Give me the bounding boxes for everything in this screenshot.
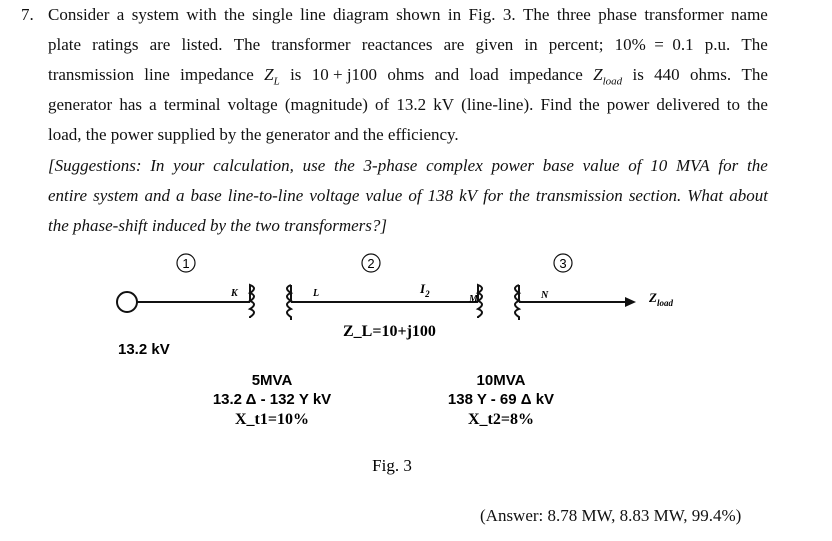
bus-1-label: 1 <box>182 256 190 271</box>
t2-terminal-m: M <box>469 294 478 305</box>
generator-terminal <box>117 292 137 312</box>
line-impedance-label: Z_L=10+j100 <box>343 323 436 340</box>
problem-line-2: plate ratings are listed. The transformer reactances are given in percent; 10% = 0.1 p.u. The <box>48 35 768 54</box>
t1-rating: 5MVA <box>251 372 293 389</box>
bus-2-label: 2 <box>367 256 375 271</box>
suggestion-line-3: the phase-shift induced by the two transformers?] <box>48 216 388 235</box>
single-line-diagram <box>0 240 832 541</box>
current-label: $I_2$ <box>420 281 430 299</box>
load-label: $Z_{load}$ <box>649 290 673 308</box>
t2-primary-coil <box>478 285 482 318</box>
problem-line-3: transmission line impedance $Z_L$ is 10 + j100 ohms and load impedance $Z_{load}$ is 440 ohms. The <box>48 65 768 88</box>
t1-reactance: X_t1=10% <box>235 411 309 428</box>
suggestion-line-2: entire system and a base line-to-line voltage value of 138 kV for the transmission section. What about <box>48 186 768 205</box>
bus-3-label: 3 <box>559 256 567 271</box>
problem-line-1: Consider a system with the single line diagram shown in Fig. 3. The three phase transformer name <box>48 5 768 24</box>
t2-secondary-coil <box>515 285 519 320</box>
t2-reactance: X_t2=8% <box>468 411 534 428</box>
answer-text: (Answer: 8.78 MW, 8.83 MW, 99.4%) <box>480 506 742 525</box>
load-arrow <box>625 297 636 307</box>
t1-secondary-coil <box>287 285 291 320</box>
generator-voltage: 13.2 kV <box>118 341 170 358</box>
problem-number: 7. <box>21 5 34 24</box>
problem-line-4: generator has a terminal voltage (magnitude) of 13.2 kV (line-line). Find the power delivered to the <box>48 95 768 114</box>
t1-terminal-k: K <box>231 288 238 299</box>
problem-line-5: load, the power supplied by the generator and the efficiency. <box>48 125 459 144</box>
t1-terminal-l: L <box>313 288 320 299</box>
figure-caption: Fig. 3 <box>372 456 412 475</box>
t2-rating: 10MVA <box>476 372 526 389</box>
t1-primary-coil <box>250 285 254 318</box>
t2-voltage: 138 Y - 69 Δ kV <box>447 391 555 408</box>
suggestion-line-1: [Suggestions: In your calculation, use the 3-phase complex power base value of 10 MVA for the <box>48 156 768 175</box>
t2-terminal-n: N <box>541 290 549 301</box>
t1-voltage: 13.2 Δ - 132 Y kV <box>212 391 332 408</box>
